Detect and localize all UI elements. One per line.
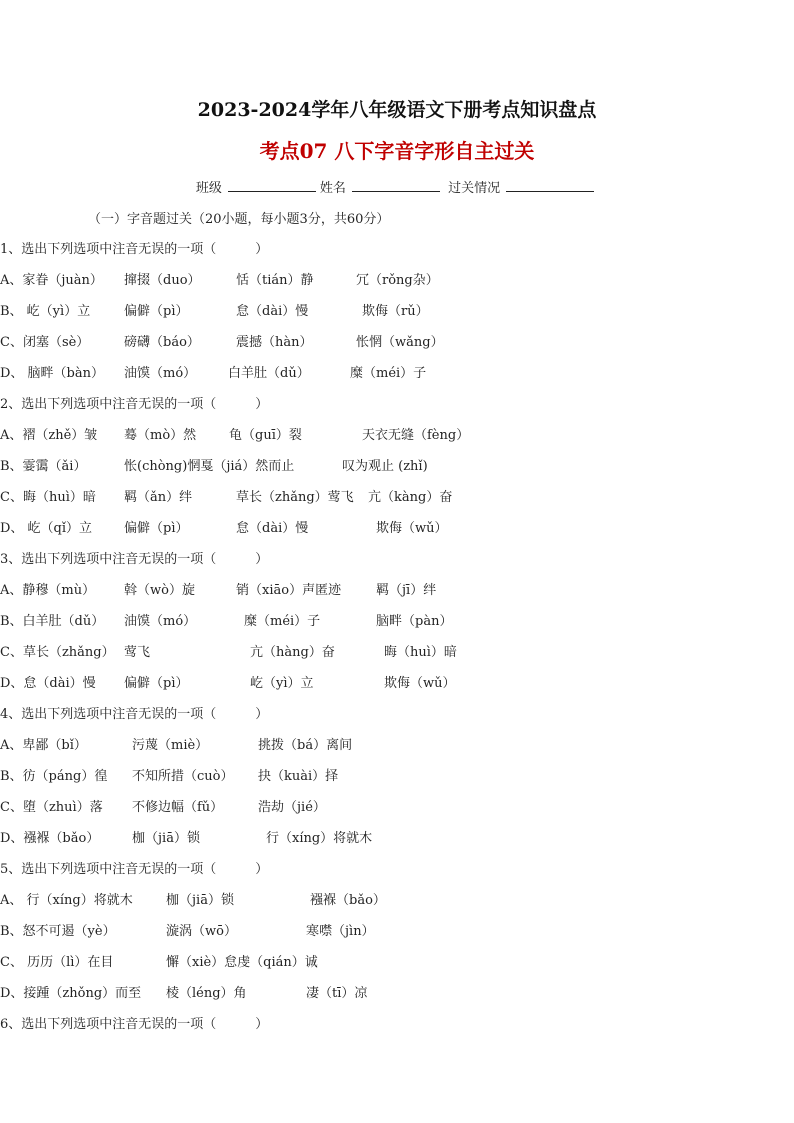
option-row xyxy=(0,362,680,380)
option-item: 欺侮（rǔ） xyxy=(362,304,429,319)
option-row xyxy=(0,331,680,349)
option-item: 凄（tī）凉 xyxy=(306,986,368,1001)
option-label-item: B、怒不可遏（yè） xyxy=(0,924,116,939)
question-stem: 1、选出下列选项中注音无误的一项（ ） xyxy=(0,242,269,257)
option-item: 羁（ǎn）绊 xyxy=(124,490,193,505)
option-item: 羁（jī）绊 xyxy=(376,583,437,598)
option-item: 白羊肚（dǔ） xyxy=(228,366,310,381)
option-row xyxy=(0,455,680,473)
option-label-item: A、 行（xíng）将就木 xyxy=(0,893,133,908)
option-item: 欺侮（wǔ） xyxy=(384,676,456,691)
option-row xyxy=(0,517,680,535)
option-row xyxy=(0,579,680,597)
document-title: 2023-2024学年八年级语文下册考点知识盘点 xyxy=(197,99,597,121)
option-item: 莺飞 xyxy=(124,645,151,660)
option-item: 襁褓（bǎo） xyxy=(310,893,386,908)
option-row xyxy=(0,424,680,442)
option-item: 蓦（mò）然 xyxy=(124,428,197,443)
option-item: 怅(chòng)惘戛（jiá）然而止 xyxy=(124,459,295,474)
option-item: 挑拨（bá）离间 xyxy=(258,738,353,753)
option-item: 枷（jiā）锁 xyxy=(166,893,234,908)
option-item: 寒噤（jìn） xyxy=(306,924,375,939)
option-item: 天衣无缝（fèng） xyxy=(362,428,470,443)
name-blank xyxy=(352,179,440,192)
option-label-item: B、 屹（yì）立 xyxy=(0,304,91,319)
option-item: 抉（kuài）择 xyxy=(258,769,339,784)
option-row xyxy=(0,951,680,969)
option-item: 亢（kàng）奋 xyxy=(368,490,453,505)
status-blank xyxy=(506,179,594,192)
option-item: 欺侮（wǔ） xyxy=(376,521,448,536)
option-item: 污蔑（miè） xyxy=(132,738,209,753)
option-item: 撺掇（duo） xyxy=(124,273,201,288)
option-item: 恬（tián）静 xyxy=(236,273,314,288)
option-label-item: D、怠（dài）慢 xyxy=(0,676,96,691)
question-stem: 5、选出下列选项中注音无误的一项（ ） xyxy=(0,862,269,877)
option-row xyxy=(0,300,680,318)
option-row xyxy=(0,269,680,287)
option-item: 怠（dài）慢 xyxy=(236,521,309,536)
option-item: 冗（rǒng杂） xyxy=(356,273,439,288)
option-item: 行（xíng）将就木 xyxy=(266,831,373,846)
option-item: 销（xiāo）声匿迹 xyxy=(236,583,342,598)
option-row xyxy=(0,982,680,1000)
option-item: 叹为观止 (zhǐ) xyxy=(342,459,428,474)
option-item: 龟（guī）裂 xyxy=(229,428,302,443)
option-label-item: C、闭塞（sè） xyxy=(0,335,90,350)
option-label-item: A、家眷（juàn） xyxy=(0,273,103,288)
question-stem: 6、选出下列选项中注音无误的一项（ ） xyxy=(0,1017,269,1032)
option-item: 偏僻（pì） xyxy=(124,521,189,536)
option-label-item: B、白羊肚（dǔ） xyxy=(0,614,105,629)
option-row xyxy=(0,641,680,659)
question-stem: 4、选出下列选项中注音无误的一项（ ） xyxy=(0,707,269,722)
option-label-item: A、卑鄙（bǐ） xyxy=(0,738,87,753)
option-item: 偏僻（pì） xyxy=(124,676,189,691)
option-label-item: D、襁褓（bǎo） xyxy=(0,831,100,846)
question-stem: 3、选出下列选项中注音无误的一项（ ） xyxy=(0,552,269,567)
option-row xyxy=(0,610,680,628)
option-row xyxy=(0,827,680,845)
option-label-item: D、 屹（qǐ）立 xyxy=(0,521,93,536)
class-label: 班级 xyxy=(195,181,222,196)
option-item: 不修边幅（fǔ） xyxy=(132,800,224,815)
option-item: 棱（léng）角 xyxy=(166,986,247,1001)
option-item: 屹（yì）立 xyxy=(250,676,314,691)
option-item: 糜（méi）子 xyxy=(350,366,427,381)
option-label-item: A、静穆（mù） xyxy=(0,583,96,598)
status-label: 过关情况 xyxy=(448,181,501,196)
option-item: 枷（jiā）锁 xyxy=(132,831,200,846)
option-label-item: C、晦（huì）暗 xyxy=(0,490,96,505)
option-item: 漩涡（wō） xyxy=(166,924,237,939)
question-stem: 2、选出下列选项中注音无误的一项（ ） xyxy=(0,397,269,412)
option-label-item: C、堕（zhuì）落 xyxy=(0,800,103,815)
option-row xyxy=(0,889,680,907)
document-subtitle: 考点07 八下字音字形自主过关 xyxy=(259,139,535,163)
option-item: 偏僻（pì） xyxy=(124,304,189,319)
option-label-item: D、接踵（zhǒng）而至 xyxy=(0,986,142,1001)
option-row xyxy=(0,672,680,690)
option-item: 震撼（hàn） xyxy=(236,335,313,350)
option-row xyxy=(0,765,680,783)
student-info-line xyxy=(0,177,794,196)
option-row xyxy=(0,486,680,504)
option-row xyxy=(0,920,680,938)
name-label: 姓名 xyxy=(319,181,346,196)
option-row xyxy=(0,796,680,814)
option-item: 晦（huì）暗 xyxy=(384,645,457,660)
option-item: 懈（xiè）怠虔（qián）诚 xyxy=(166,955,318,970)
option-label-item: C、草长（zhǎng） xyxy=(0,645,115,660)
option-item: 斡（wò）旋 xyxy=(124,583,195,598)
option-item: 糜（méi）子 xyxy=(244,614,321,629)
option-item: 不知所措（cuò） xyxy=(132,769,234,784)
class-blank xyxy=(228,179,316,192)
option-label-item: D、 脑畔（bàn） xyxy=(0,366,105,381)
option-row xyxy=(0,734,680,752)
option-item: 油馍（mó） xyxy=(124,614,197,629)
option-label-item: B、彷（páng）徨 xyxy=(0,769,108,784)
option-item: 怠（dài）慢 xyxy=(236,304,309,319)
option-item: 油馍（mó） xyxy=(124,366,197,381)
option-item: 草长（zhǎng）莺飞 xyxy=(236,490,354,505)
option-label-item: B、霎霭（ǎi） xyxy=(0,459,87,474)
option-label-item: C、 历历（lì）在目 xyxy=(0,955,114,970)
option-item: 怅惘（wǎng） xyxy=(356,335,444,350)
option-item: 浩劫（jié） xyxy=(258,800,326,815)
option-item: 亢（hàng）奋 xyxy=(250,645,335,660)
section-title: （一）字音题过关（20小题，每小题3分，共60分） xyxy=(88,212,390,227)
option-item: 磅礴（báo） xyxy=(124,335,200,350)
option-item: 脑畔（pàn） xyxy=(376,614,453,629)
option-label-item: A、褶（zhě）皱 xyxy=(0,428,98,443)
